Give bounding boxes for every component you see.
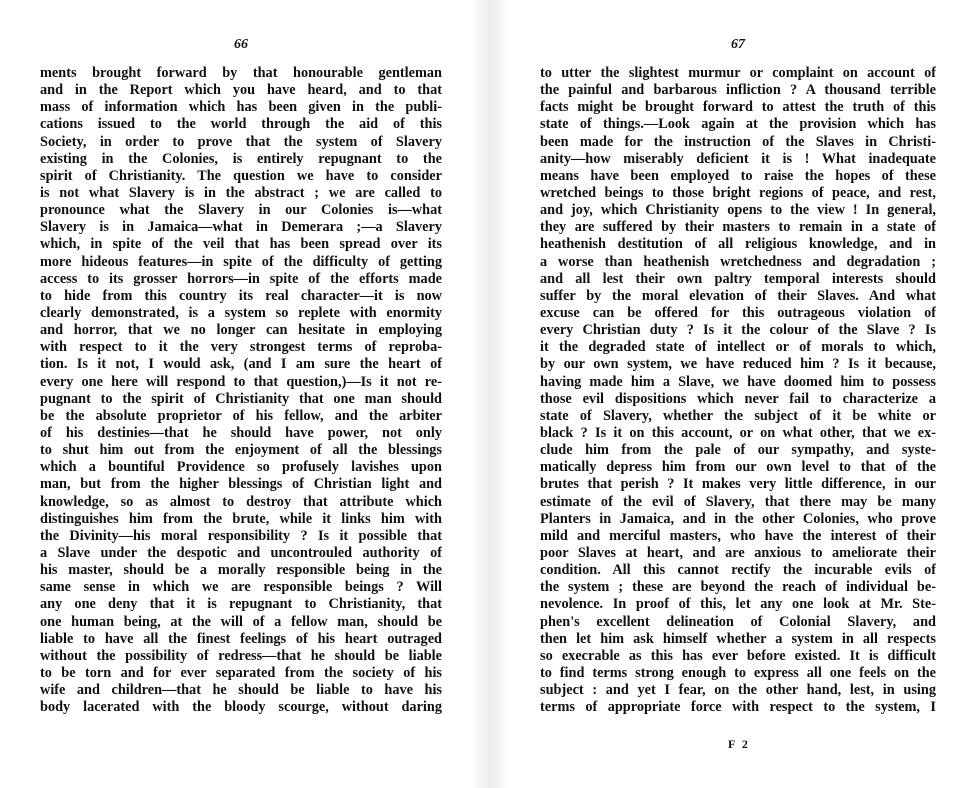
left-page-text-line: clearly demonstrated, is a system so replete with enormity [40,304,442,321]
right-page-text-line: by our own system, we have reduced him ? Is it because, [540,356,936,373]
left-page-text-line: tion. Is it not, I would ask, (and I am sure the heart of [40,356,442,373]
left-page-text-line: pugnant to the spirit of Christianity that one man should [40,390,442,407]
right-page-text-line: suffer by the moral elevation of their Slaves. And what [540,287,936,304]
right-page-text-line: the painful and barbarous infliction ? A thousand terrible [540,82,936,99]
left-page-text-line: pronounce what the Slavery in our Colonies is—what [40,202,442,219]
right-page-text-line: state of Slavery, whether the subject of it be white or [540,407,936,424]
right-page-number: 67 [731,37,745,52]
left-page-text-line: to hide from this country its real character—it is now [40,287,442,304]
left-page-text-line: to be torn and for ever separated from the society of his [40,664,442,681]
left-page-text [40,65,442,716]
left-page-text-line: one human being, at the will of a fellow man, should be [40,613,442,630]
right-page-text-line: to find terms strong enough to express all one feels on the [540,664,936,681]
left-page-text-line: knowledge, so as almost to destroy that attribute which [40,493,442,510]
right-page-text-line: and joy, which Christianity opens to the view ! In general, [540,202,936,219]
right-page-text-line: poor Slaves at heart, and are anxious to ameliorate their [540,544,936,561]
left-page-text-line: is not what Slavery is in the abstract ; we are called to [40,184,442,201]
left-page-text-line: same sense in which we are responsible beings ? Will [40,579,442,596]
left-page-text-line: existing in the Colonies, is entirely repugnant to the [40,150,442,167]
left-page-text-line: his master, should be a morally responsible being in the [40,562,442,579]
right-page-text-line: to utter the slightest murmur or complaint on account of [540,65,936,81]
right-page-text [540,65,936,716]
left-page-text-line: cations issued to the world through the aid of this [40,116,442,133]
right-page-text-line: wretched beings to those bright regions of peace, and rest, [540,184,936,201]
left-page-text-line: access to its grosser horrors—in spite of the efforts made [40,270,442,287]
right-page-text-line: every Christian duty ? Is it the colour of the Slave ? Is [540,322,936,339]
left-page-text-line: distinguishes him from the brute, while it links him with [40,510,442,527]
signature-mark: F 2 [728,737,750,751]
right-page-text-line: excuse can be offered for this outrageous violation of [540,304,936,321]
left-page-text-line: the Divinity—his moral responsibility ? Is it possible that [40,527,442,544]
right-page-text-line: black ? Is it on this account, or on what other, that we ex- [540,424,936,441]
right-page-text-line: terms of appropriate force with respect to the system, I [540,699,936,716]
right-page-text-line: heathenish destitution of all religious knowledge, and in [540,236,936,253]
right-page-text-line: facts might be brought forward to attest the truth of this [540,99,936,116]
left-page-text-line: spirit of Christianity. The question we have to consider [40,167,442,184]
right-page-text-line: estimate of the evil of Slavery, that there may be many [540,493,936,510]
left-page-text-line: without the possibility of redress—that he should be liable [40,647,442,664]
right-page-text-line: condition. All this cannot rectify the incurable evils of [540,562,936,579]
left-page-text-line: and in the Report which you have heard, and to that [40,82,442,99]
right-page-text-line: subject : and yet I fear, on the other hand, lest, in using [540,682,936,699]
right-page-text-line: been made for the instruction of the Slaves in Christi- [540,133,936,150]
gutter-shadow [470,0,510,788]
left-page-number: 66 [234,37,248,52]
left-page-text-line: man, but from the higher blessings of Christian light and [40,476,442,493]
right-page-text-line: nevolence. In proof of this, let any one look at Mr. Ste- [540,596,936,613]
left-page-text-line: mass of information which has been given in the publi- [40,99,442,116]
left-page-text-line: Slavery is in Jamaica—what in Demerara ;—a Slavery [40,219,442,236]
left-page-text-line: Society, in order to prove that the system of Slavery [40,133,442,150]
right-page-text-line: it the degraded state of intellect or of morals to which, [540,339,936,356]
left-page-text-line: of his destinies—that he should have power, not only [40,424,442,441]
left-page-text-line: be the absolute proprietor of his fellow, and the arbiter [40,407,442,424]
right-page-text-line: anity—how miserably deficient it is ! What inadequate [540,150,936,167]
left-page-text-line: wife and children—that he should be liable to have his [40,682,442,699]
right-page-text-line: the system ; these are beyond the reach of individual be- [540,579,936,596]
right-page-text-line: state of things.—Look again at the provision which has [540,116,936,133]
left-page-text-line: a Slave under the despotic and uncontrouled authority of [40,544,442,561]
right-page-text-line: those evil dispositions which never fail to characterize a [540,390,936,407]
left-page-text-line: ments brought forward by that honourable gentleman [40,65,442,81]
right-page-text-line: Planters in Jamaica, and in the other Colonies, who prove [540,510,936,527]
right-page-text-line: a worse than heathenish wretchedness and degradation ; [540,253,936,270]
left-page-text-line: body lacerated with the bloody scourge, without daring [40,699,442,716]
right-page-text-line: matically depress him from our own level to that of the [540,459,936,476]
right-page-text-line: and all lest their own paltry temporal interests should [540,270,936,287]
left-page-text-line: which a bountiful Providence so profusely lavishes upon [40,459,442,476]
right-page-text-line: so execrable as this has ever before existed. It is difficult [540,647,936,664]
left-page-text-line: with respect to it the very strongest terms of reproba- [40,339,442,356]
left-page-text-line: every one here will respond to that question,)—Is it not re- [40,373,442,390]
right-page-text-line: then let him ask himself whether a system in all respects [540,630,936,647]
right-page-text-line: they are suffered by their masters to remain in a state of [540,219,936,236]
left-page-text-line: any one deny that it is repugnant to Christianity, that [40,596,442,613]
left-page-text-line: and horror, that we no longer can hesitate in employing [40,322,442,339]
right-page-text-line: having made him a Slave, we have doomed him to possess [540,373,936,390]
right-page-text-line: means have been employed to raise the hopes of these [540,167,936,184]
right-page-text-line: clude him from the pale of our sympathy, and syste- [540,442,936,459]
left-page-text-line: to shut him out from the enjoyment of all the blessings [40,442,442,459]
left-page-text-line: which, in spite of the veil that has been spread over its [40,236,442,253]
right-page-text-line: phen's excellent delineation of Colonial Slavery, and [540,613,936,630]
left-page-text-line: more hideous features—in spite of the difficulty of getting [40,253,442,270]
right-page-text-line: brutes that perish ? It makes very little difference, in our [540,476,936,493]
left-page-text-line: liable to have all the finest feelings of his heart outraged [40,630,442,647]
right-page-text-line: mild and merciful masters, who have the interest of their [540,527,936,544]
